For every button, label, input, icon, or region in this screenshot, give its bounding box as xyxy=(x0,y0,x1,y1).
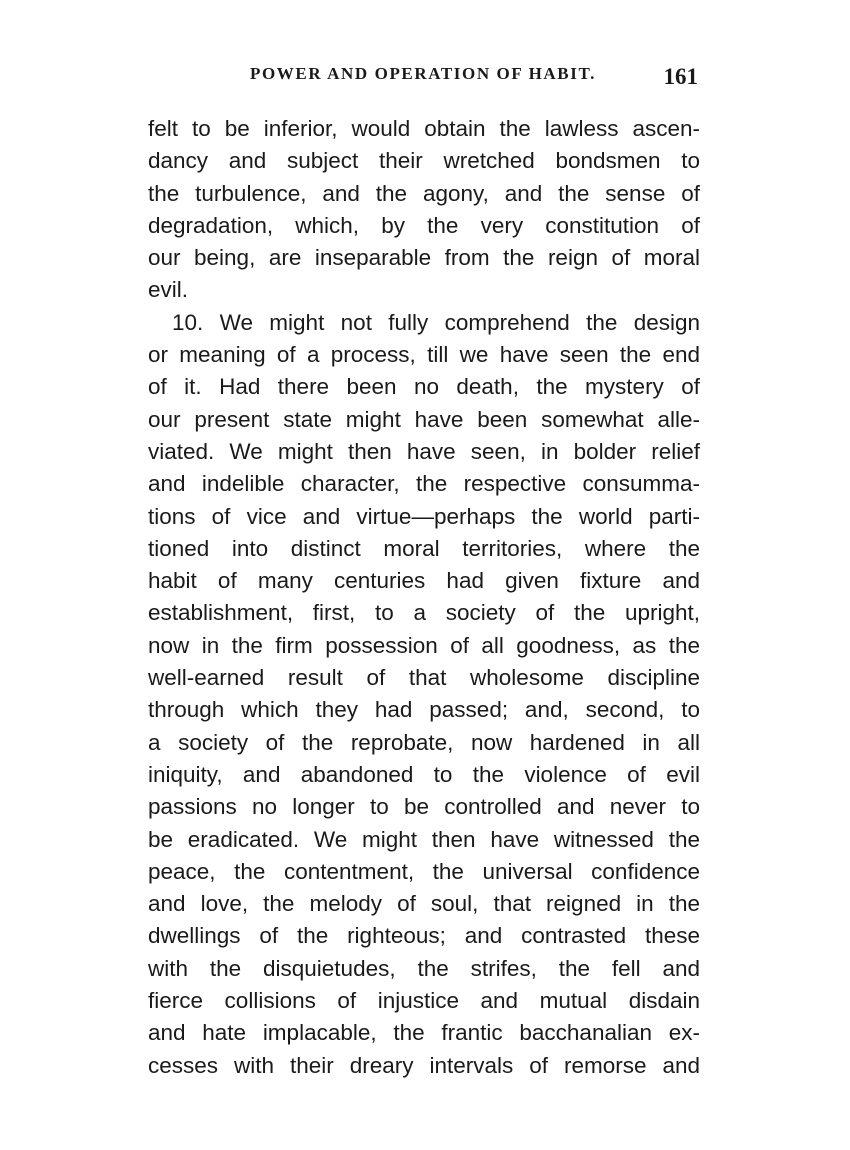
text-line: or meaning of a process, till we have seen the end xyxy=(148,342,700,368)
text-line: dancy and subject their wretched bondsmen to xyxy=(148,148,700,174)
text-line: and indelible character, the respective consumma- xyxy=(148,471,700,497)
text-line: cesses with their dreary intervals of remorse and xyxy=(148,1052,700,1078)
text-line: evil. xyxy=(148,277,189,303)
text-line: degradation, which, by the very constitution of xyxy=(148,212,700,238)
text-line: and hate implacable, the frantic bacchanalian ex- xyxy=(148,1020,700,1046)
page-number: 161 xyxy=(663,64,698,89)
running-head xyxy=(148,64,700,94)
text-line: and love, the melody of soul, that reigned in the xyxy=(148,891,700,917)
text-line: the turbulence, and the agony, and the sense of xyxy=(148,180,700,206)
text-line: passions no longer to be controlled and never to xyxy=(148,794,700,820)
text-line: fierce collisions of injustice and mutual disdain xyxy=(148,988,700,1014)
text-line: habit of many centuries had given fixture and xyxy=(148,568,700,594)
text-line: tions of vice and virtue—perhaps the world parti- xyxy=(148,503,700,529)
text-line: be eradicated. We might then have witnessed the xyxy=(148,826,700,852)
text-line: of it. Had there been no death, the mystery of xyxy=(148,374,700,400)
paragraph-start-line: 10. We might not fully comprehend the design xyxy=(172,309,700,335)
text-line: now in the firm possession of all goodness, as the xyxy=(148,632,700,658)
text-line: with the disquietudes, the strifes, the fell and xyxy=(148,955,700,981)
text-line: well-earned result of that wholesome discipline xyxy=(148,665,700,691)
text-line: a society of the reprobate, now hardened in all xyxy=(148,729,700,755)
running-title: POWER AND OPERATION OF HABIT. xyxy=(250,64,596,83)
text-line: iniquity, and abandoned to the violence of evil xyxy=(148,761,700,787)
text-line: dwellings of the righteous; and contrasted these xyxy=(148,923,700,949)
text-line: felt to be inferior, would obtain the lawless ascen- xyxy=(148,116,700,141)
text-line: our being, are inseparable from the reign of moral xyxy=(148,245,700,271)
text-line: through which they had passed; and, second, to xyxy=(148,697,700,723)
text-line: our present state might have been somewhat alle- xyxy=(148,406,700,432)
text-line: establishment, first, to a society of the upright, xyxy=(148,600,700,626)
text-line: tioned into distinct moral territories, where the xyxy=(148,535,700,561)
body-text xyxy=(148,113,700,1082)
text-line: peace, the contentment, the universal confidence xyxy=(148,858,700,884)
text-line: viated. We might then have seen, in bolder relief xyxy=(148,438,700,464)
